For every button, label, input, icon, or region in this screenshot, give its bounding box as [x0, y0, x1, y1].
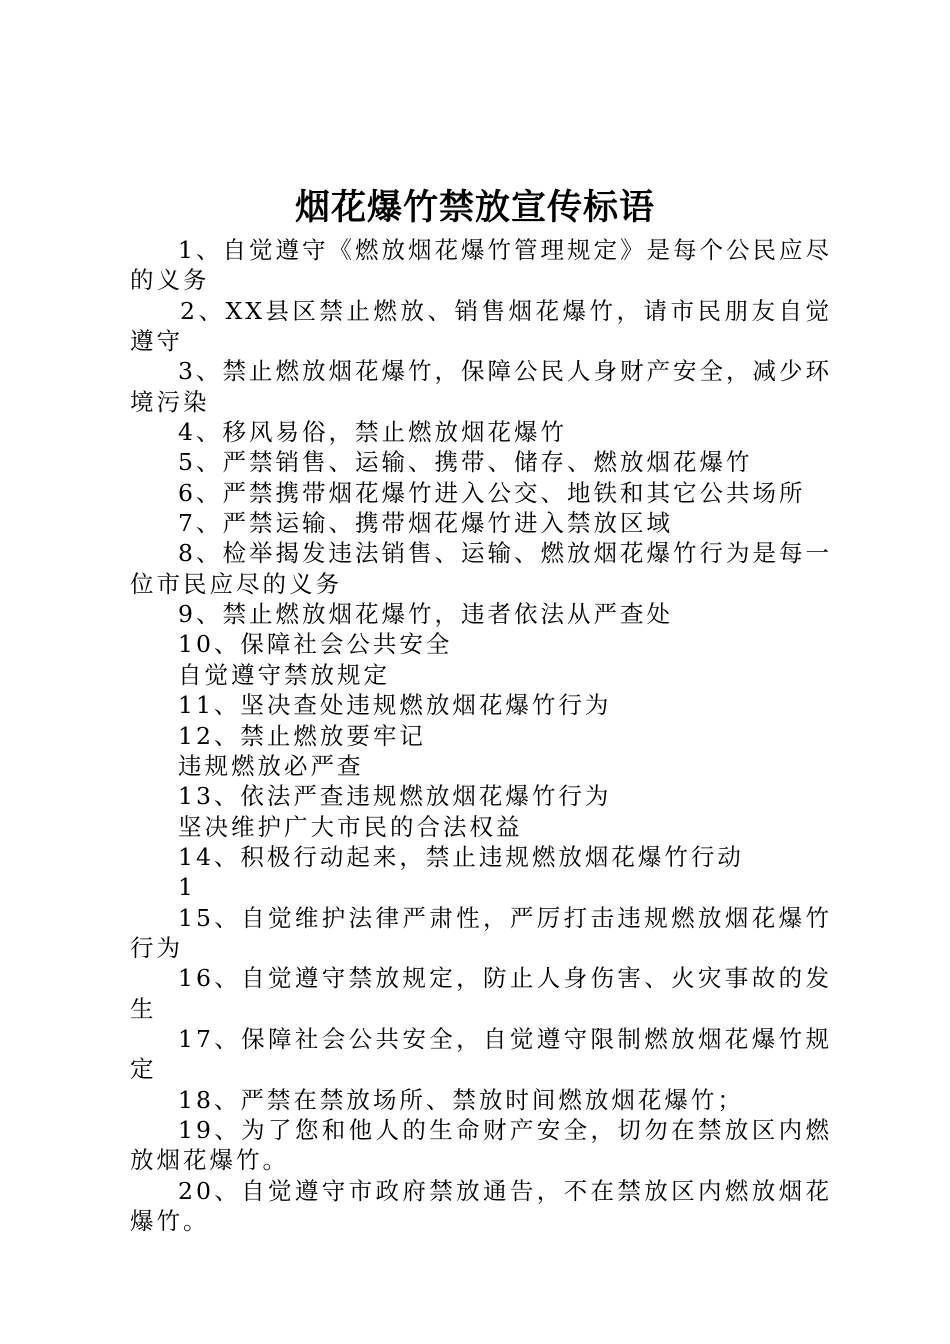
slogan-list — [130, 235, 832, 1236]
slogan-line: 15、自觉维护法律严肃性，严厉打击违规燃放烟花爆竹行为 — [130, 903, 832, 962]
slogan-line: 4、移风易俗，禁止燃放烟花爆竹 — [178, 418, 567, 447]
slogan-line: 8、检举揭发违法销售、运输、燃放烟花爆竹行为是每一位市民应尽的义务 — [130, 539, 832, 598]
slogan-line: 9、禁止燃放烟花爆竹，违者依法从严查处 — [178, 600, 673, 629]
slogan-line: 17、保障社会公共安全，自觉遵守限制燃放烟花爆竹规定 — [130, 1024, 832, 1084]
slogan-line: 7、严禁运输、携带烟花爆竹进入禁放区域 — [178, 509, 673, 538]
slogan-line: 自觉遵守禁放规定 — [178, 660, 390, 689]
slogan-line: 12、禁止燃放要牢记 — [178, 721, 426, 750]
slogan-line: 坚决维护广大市民的合法权益 — [178, 812, 523, 841]
slogan-line: 10、保障社会公共安全 — [178, 630, 453, 659]
slogan-line: 19、为了您和他人的生命财产安全，切勿在禁放区内燃放烟花爆竹。 — [130, 1115, 832, 1175]
slogan-line: 13、依法严查违规燃放烟花爆竹行为 — [178, 782, 612, 811]
page-number: 1 — [178, 873, 196, 902]
slogan-line: 20、自觉遵守市政府禁放通告，不在禁放区内燃放烟花爆竹。 — [130, 1176, 832, 1235]
slogan-line: 1、自觉遵守《燃放烟花爆竹管理规定》是每个公民应尽的义务 — [130, 236, 832, 295]
slogan-line: 16、自觉遵守禁放规定，防止人身伤害、火灾事故的发生 — [130, 964, 832, 1023]
slogan-line: 14、积极行动起来，禁止违规燃放烟花爆竹行动 — [178, 842, 744, 871]
slogan-line: 5、严禁销售、运输、携带、储存、燃放烟花爆竹 — [178, 448, 753, 477]
slogan-line: 11、坚决查处违规燃放烟花爆竹行为 — [178, 691, 612, 720]
slogan-line: 3、禁止燃放烟花爆竹，保障公民人身财产安全，减少环境污染 — [130, 357, 832, 416]
slogan-line: 6、严禁携带烟花爆竹进入公交、地铁和其它公共场所 — [178, 478, 806, 507]
slogan-line: 2、XX县区禁止燃放、销售烟花爆竹，请市民朋友自觉遵守 — [130, 296, 832, 356]
slogan-line: 违规燃放必严查 — [178, 751, 364, 780]
slogan-line: 18、严禁在禁放场所、禁放时间燃放烟花爆竹； — [178, 1085, 744, 1114]
document-title: 烟花爆竹禁放宣传标语 — [294, 187, 655, 228]
